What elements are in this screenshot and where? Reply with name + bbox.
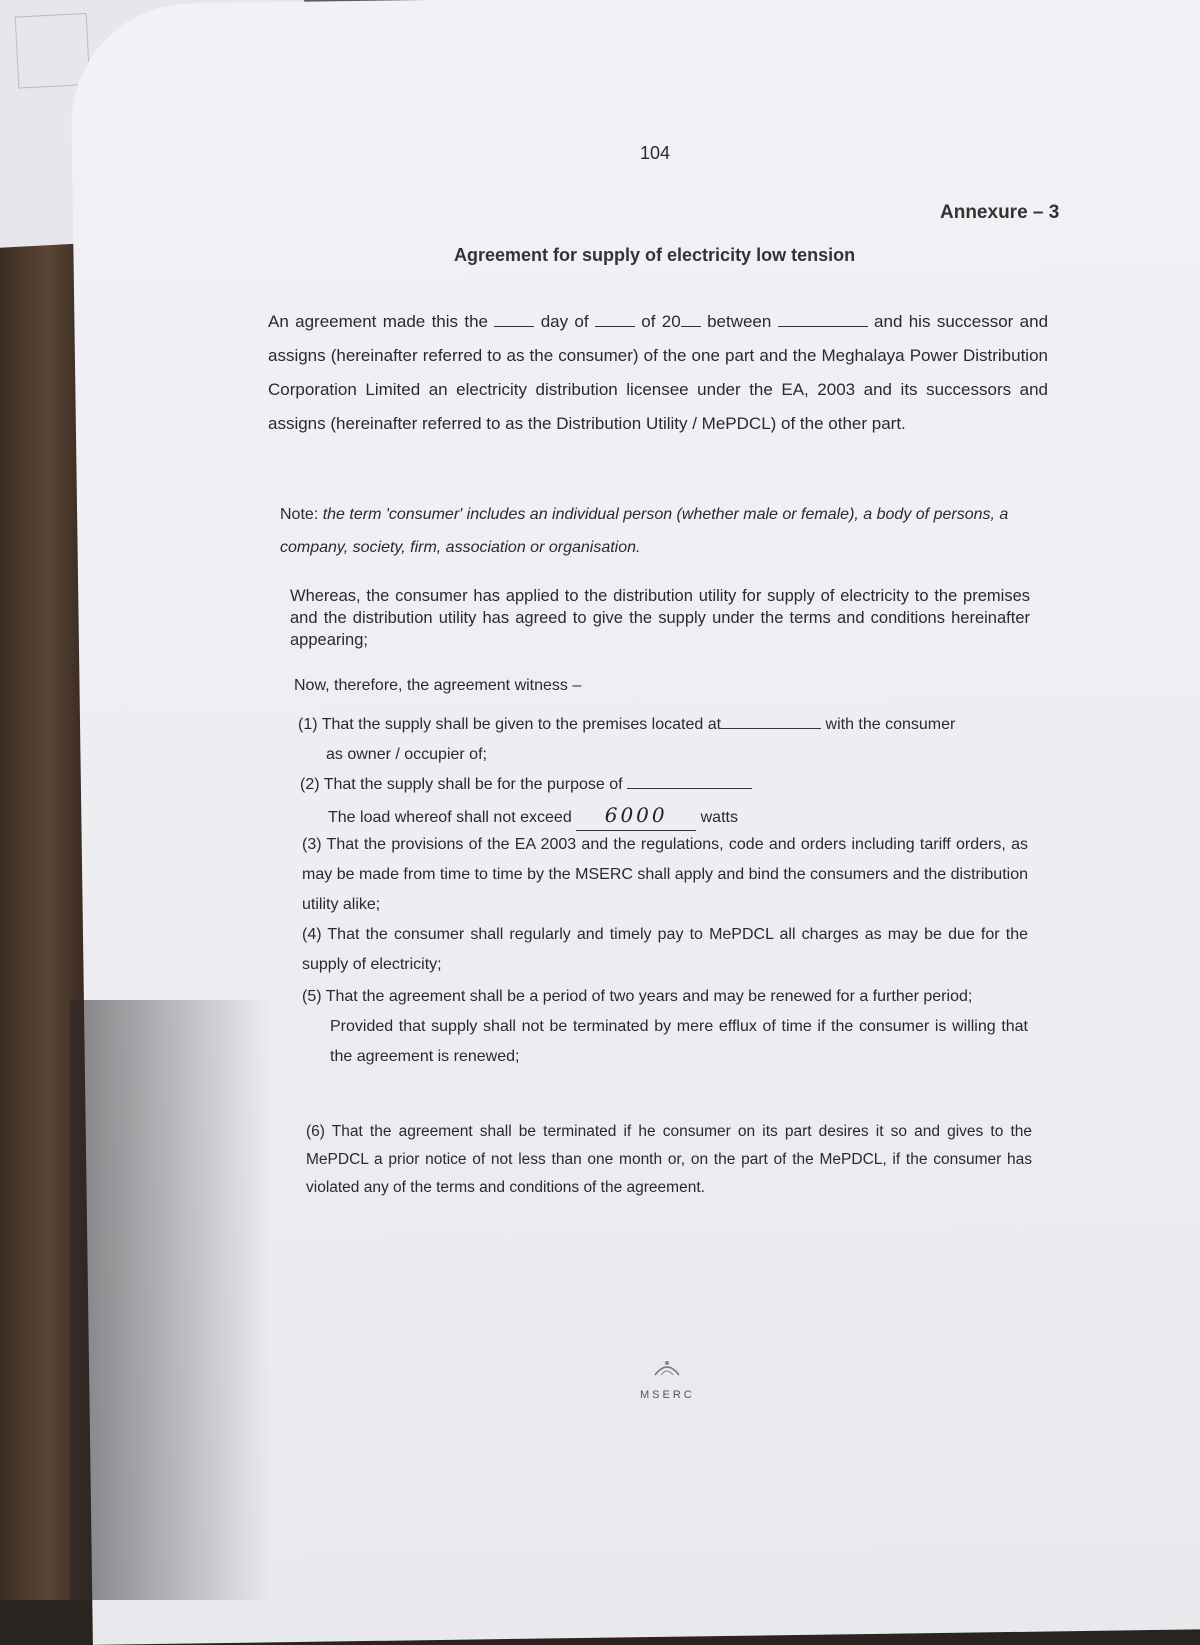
clause-1-text-c: as owner / occupier of; (326, 746, 487, 763)
intro-text-a: An agreement made this the (268, 312, 488, 331)
document-title: Agreement for supply of electricity low tension (454, 245, 856, 265)
clause-5 (302, 982, 1028, 1072)
intro-text-c: of 20 (641, 312, 681, 331)
clause-2-load-line (300, 800, 1040, 833)
clause-1 (298, 710, 1038, 770)
blank-date (494, 312, 534, 327)
clause-2-unit: watts (700, 809, 738, 826)
blank-purpose (627, 774, 752, 789)
blank-month (595, 312, 635, 327)
now-therefore: Now, therefore, the agreement witness – (294, 677, 582, 694)
clause-1-text-a: (1) That the supply shall be given to the premises located at (298, 716, 722, 733)
clause-5-text: (5) That the agreement shall be a period of two years and may be renewed for a further period; (302, 988, 973, 1005)
blank-year (681, 312, 701, 327)
intro-text-e: and his (874, 312, 931, 331)
blank-consumer-name (778, 312, 868, 327)
intro-text-d: between (707, 312, 772, 331)
clause-5-proviso: Provided that supply shall not be terminated by mere efflux of time if the consumer is willing that the agreement is renewed; (330, 1018, 1028, 1065)
page-number: 104 (640, 143, 671, 163)
clause-6: (6) That the agreement shall be terminated if he consumer on its part desires it so and gives to the MePDCL a prior notice of not less than one month or, on the part of the MePDCL, if the consumer has violated any of the terms and conditions of the agreement. (306, 1123, 1032, 1196)
clause-4: (4) That the consumer shall regularly and timely pay to MePDCL all charges as may be due for the supply of electricity; (302, 926, 1028, 973)
whereas-paragraph: Whereas, the consumer has applied to the distribution utility for supply of electricity to the premises and the distribution utility has agreed to give the supply under the terms and conditions hereinafter appearing; (290, 587, 1030, 649)
clause-1-text-b: with the consumer (825, 716, 956, 733)
page-shadow (70, 1000, 270, 1600)
mserc-seal (640, 1355, 695, 1405)
clause-2-text-b: The load whereof shall not exceed (328, 809, 572, 826)
clause-2-text-a: (2) That the supply shall be for the purpose of (300, 776, 623, 793)
note-paragraph (280, 498, 1050, 564)
intro-text-b: day of (540, 312, 589, 331)
background-sheet-box (15, 13, 91, 89)
note-label: Note: (280, 506, 319, 523)
clause-3: (3) That the provisions of the EA 2003 and the regulations, code and orders including tariff orders, as may be made from time to time by the MSERC shall apply and bind the consumers and the distribution utility alike; (302, 836, 1028, 913)
annexure-label: Annexure – 3 (940, 202, 1060, 223)
blank-premises (721, 714, 821, 729)
seal-text: MSERC (640, 1389, 695, 1401)
clause-2 (300, 770, 1040, 833)
intro-paragraph (268, 305, 1048, 441)
seal-emblem-icon (647, 1355, 687, 1381)
note-text: the term 'consumer' includes an individual person (whether male or female), a body of persons, a company, society, firm, association or organisation. (280, 506, 1009, 556)
handwritten-load-value: 6000 (576, 800, 696, 831)
intro-text-rest: successor and assigns (hereinafter referred to as the consumer) of the one part and the Meghalaya Power Distribution Corporation Limited an electricity distribution licensee under the EA, 2003 and its successors and assigns (hereinafter referred to as the Distribution Utility / MePDCL) of the other part. (268, 312, 1049, 433)
